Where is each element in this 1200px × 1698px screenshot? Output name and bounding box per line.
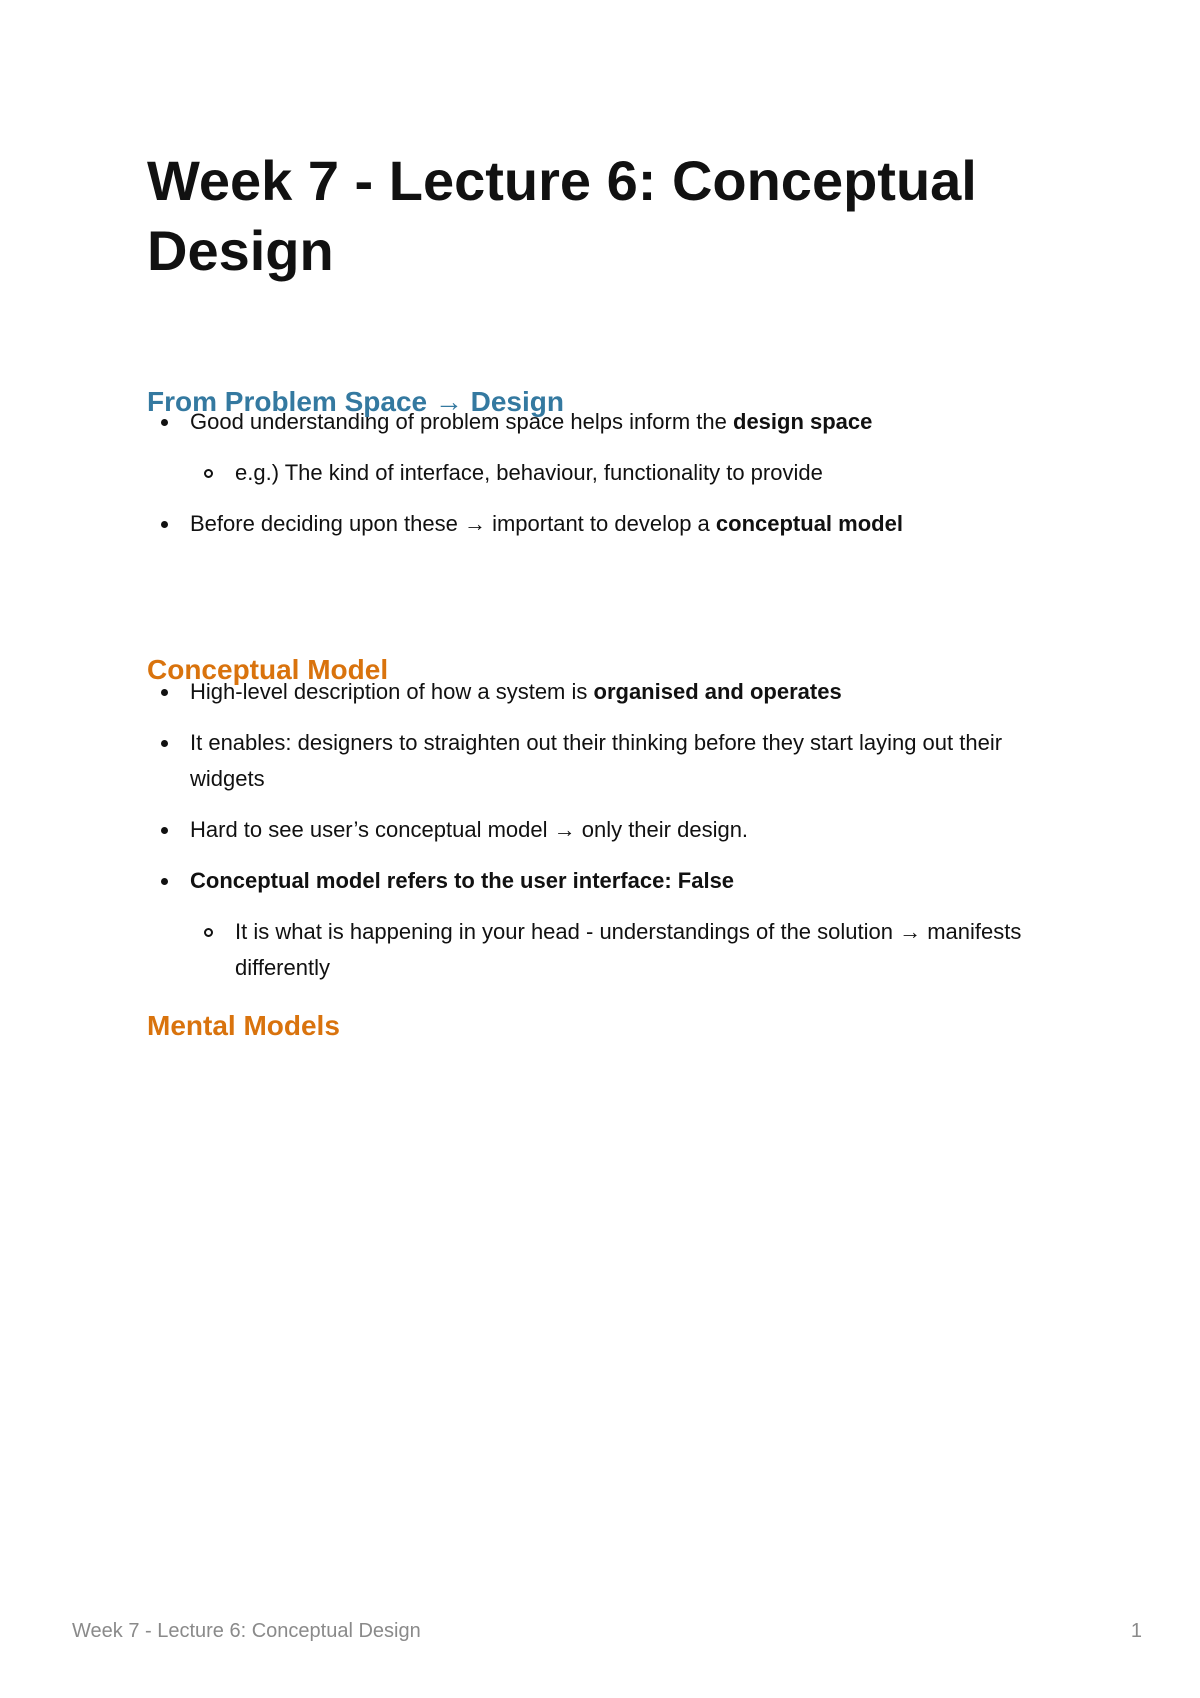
bullet-circle-icon bbox=[204, 469, 213, 478]
bullet-disc-icon bbox=[161, 689, 168, 696]
problem-space-list bbox=[147, 404, 1067, 557]
list-item: Before deciding upon these → important to develop a conceptual model bbox=[147, 506, 1067, 542]
list-item: High-level description of how a system is organised and operates bbox=[147, 674, 1067, 710]
list-item: Hard to see user’s conceptual model → only their design. bbox=[147, 812, 1067, 848]
bullet-disc-icon bbox=[161, 878, 168, 885]
list-item: It is what is happening in your head - understandings of the solution → manifests differently bbox=[147, 914, 1067, 986]
bullet-disc-icon bbox=[161, 827, 168, 834]
bullet-disc-icon bbox=[161, 740, 168, 747]
section-heading-problem-space: From Problem Space → Design bbox=[147, 386, 564, 417]
conceptual-model-list bbox=[147, 674, 1067, 1001]
section-heading-mental-models: Mental Models bbox=[147, 1010, 340, 1041]
bullet-disc-icon bbox=[161, 419, 168, 426]
footer-doc-title: Week 7 - Lecture 6: Conceptual Design bbox=[72, 1620, 421, 1642]
page-title: Week 7 - Lecture 6: Conceptual Design bbox=[147, 149, 977, 282]
list-item: Good understanding of problem space helps inform the design space bbox=[147, 404, 1067, 440]
section-heading-conceptual-model: Conceptual Model bbox=[147, 654, 389, 685]
bullet-circle-icon bbox=[204, 928, 213, 937]
list-item: It enables: designers to straighten out their thinking before they start laying out their widgets bbox=[147, 725, 1067, 797]
footer-page-number: 1 bbox=[1130, 1620, 1142, 1642]
bullet-disc-icon bbox=[161, 521, 168, 528]
list-item: Conceptual model refers to the user interface: False bbox=[147, 863, 1067, 899]
list-item: e.g.) The kind of interface, behaviour, functionality to provide bbox=[147, 455, 1067, 491]
